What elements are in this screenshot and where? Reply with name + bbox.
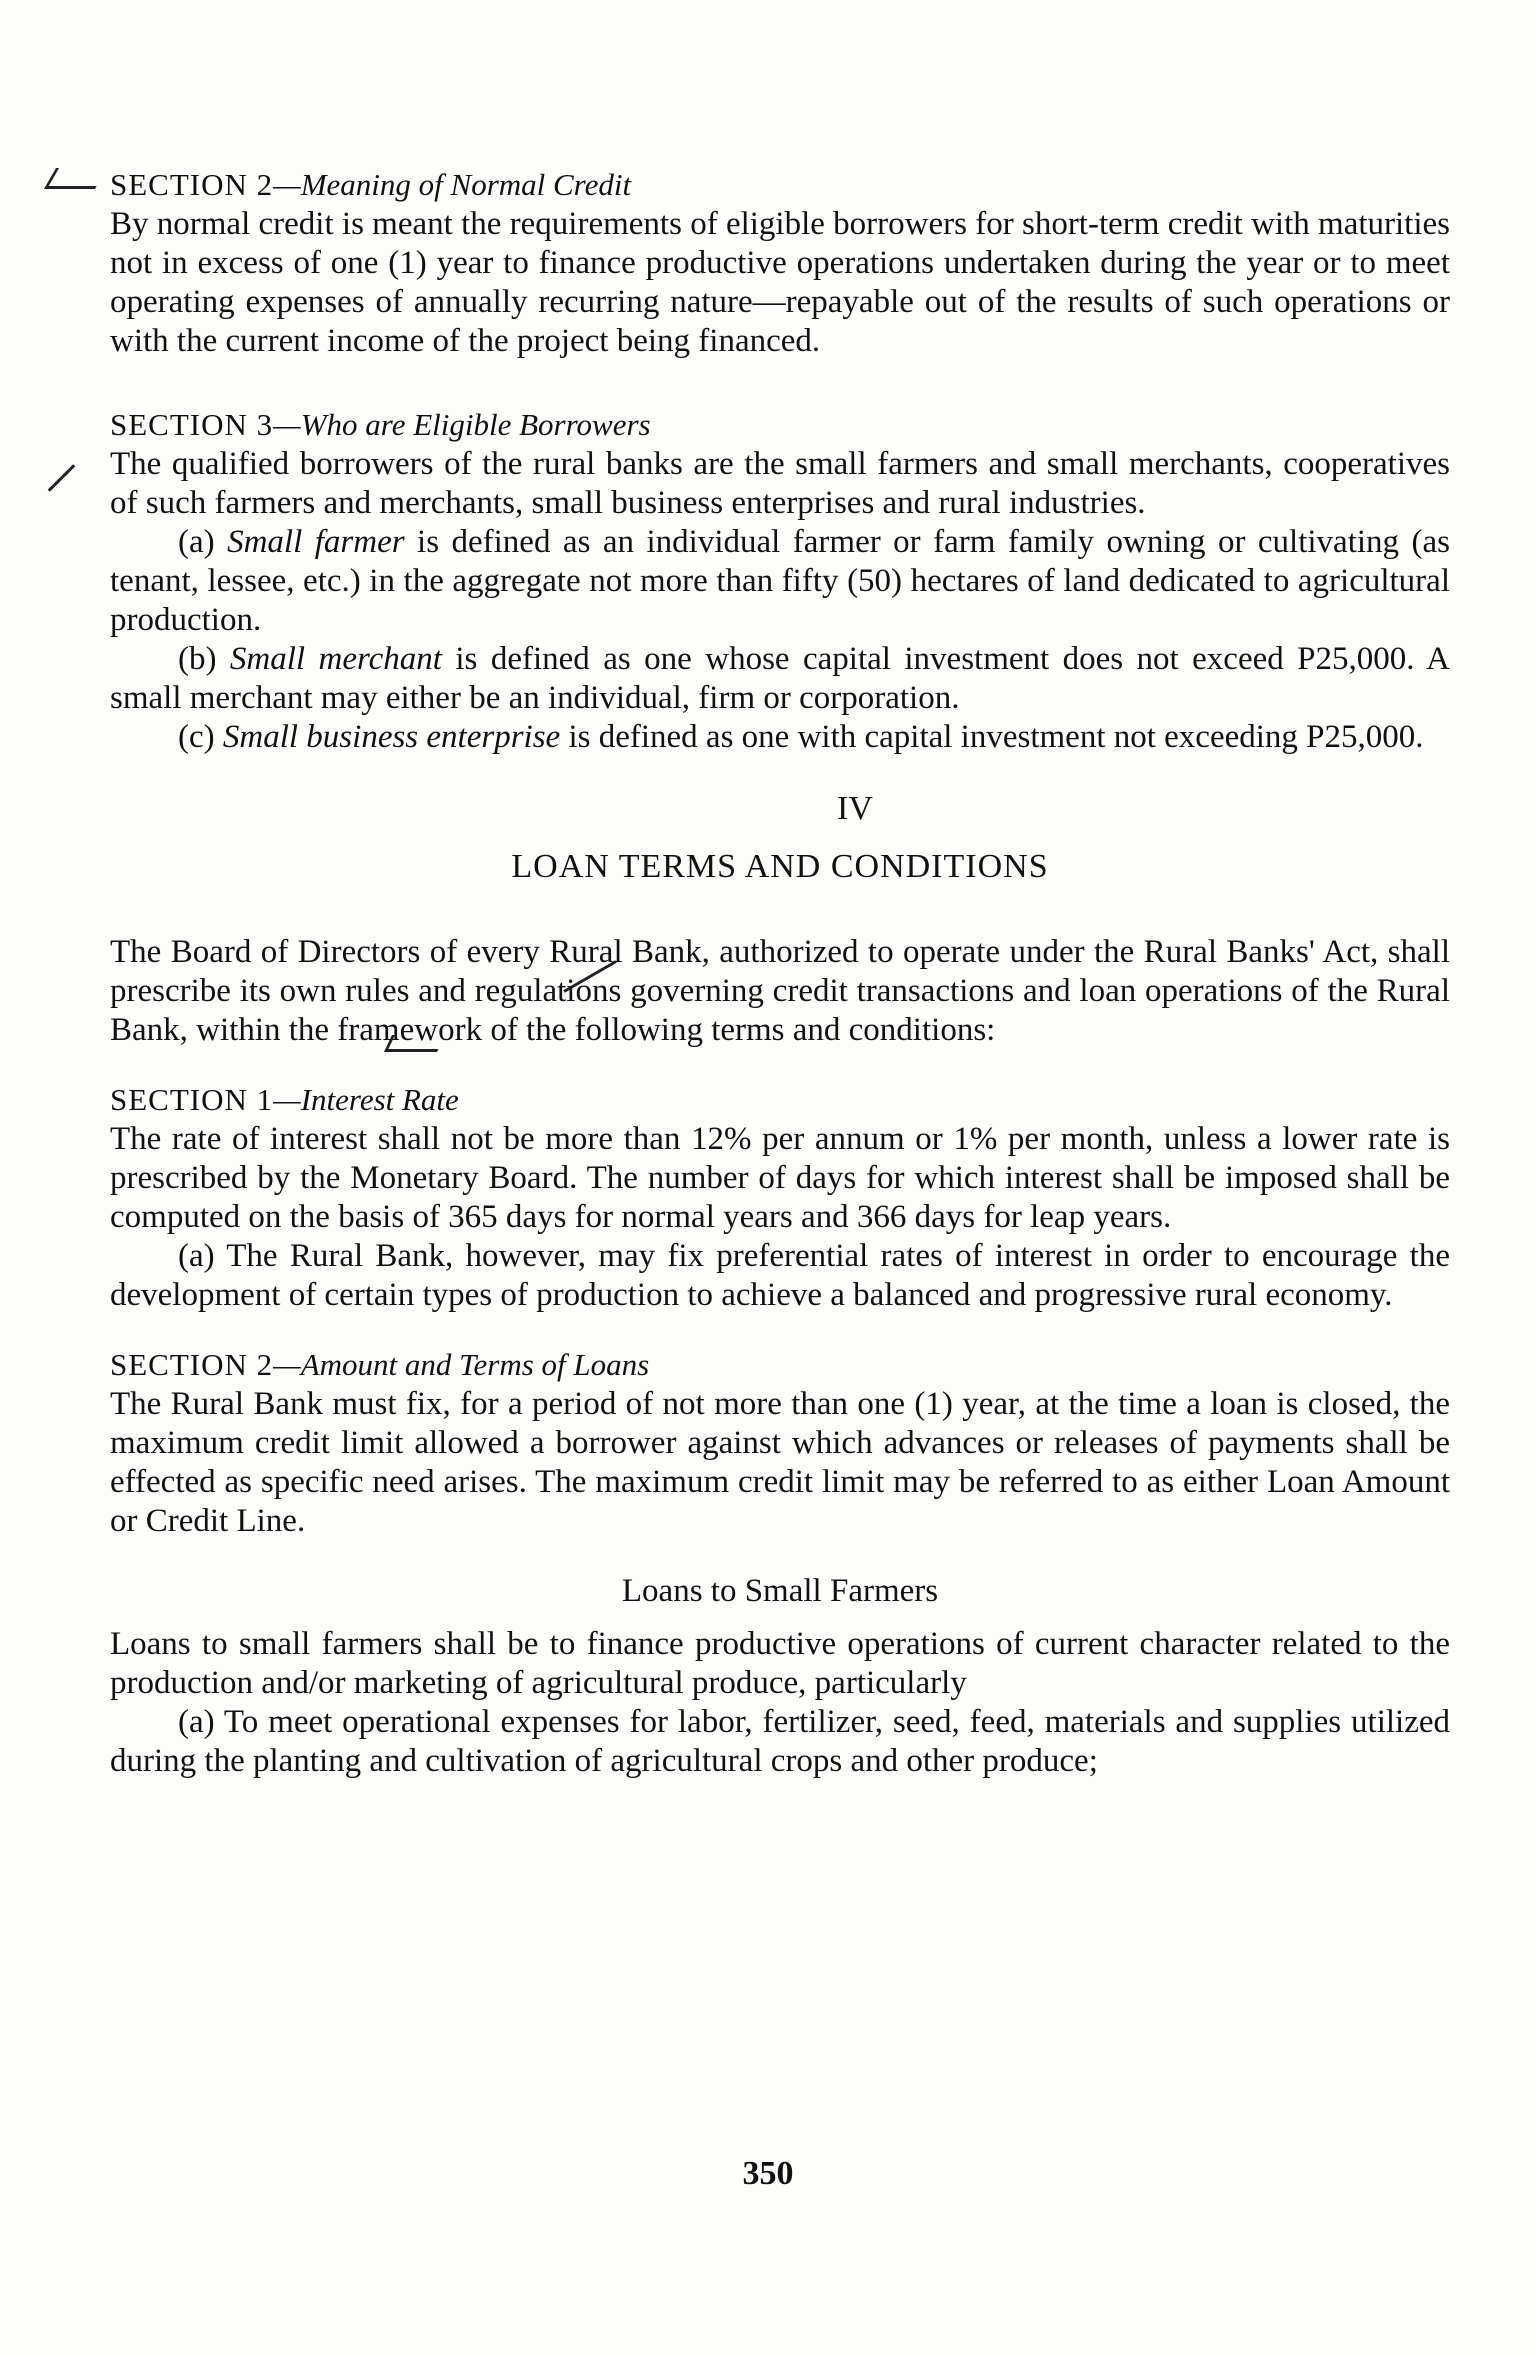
page-number: 350 bbox=[742, 2155, 794, 2192]
definition-item: (c) Small business enterprise is defined as one with capital investment not exceeding P25,000. bbox=[178, 719, 1424, 755]
section-heading bbox=[110, 405, 1450, 445]
paragraph: (a) To meet operational expenses for labor, fertilizer, seed, feed, materials and supplies utilized during the planting and cultivation of agricultural crops and other produce; bbox=[110, 1704, 1450, 1779]
subsection-heading: Loans to Small Farmers bbox=[621, 1573, 939, 1609]
section-label: SECTION 2 bbox=[110, 1347, 274, 1382]
defined-term: Small farmer bbox=[227, 524, 405, 560]
paragraph: (a) The Rural Bank, however, may fix preferential rates of interest in order to encourage the development of certain types of production to achieve a balanced and progressive rural economy. bbox=[110, 1238, 1450, 1313]
section-label: SECTION 3 bbox=[110, 407, 274, 442]
pen-mark bbox=[44, 168, 107, 189]
part-title: LOAN TERMS AND CONDITIONS bbox=[511, 848, 1049, 885]
pen-mark bbox=[48, 464, 76, 492]
section-heading bbox=[110, 1345, 1450, 1385]
paragraph: By normal credit is meant the requirements of eligible borrowers for short-term credit with maturities not in excess of one (1) year to finance productive operations undertaken during the year or to meet operating expenses of annually recurring nature—repayable out of the results of such operations or with the current income of the project being financed. bbox=[110, 206, 1450, 359]
section-label: SECTION 1 bbox=[110, 1082, 274, 1117]
defined-term: Small business enterprise bbox=[222, 719, 561, 755]
paragraph: The Board of Directors of every Rural Bank, authorized to operate under the Rural Banks' Act, shall prescribe its own rules and regulations governing credit transactions and loan operations of the Rural Bank, within the framework of the following terms and conditions: bbox=[110, 934, 1450, 1048]
section-heading bbox=[110, 165, 1450, 205]
paragraph: The qualified borrowers of the rural banks are the small farmers and small merchants, cooperatives of such farmers and merchants, small business enterprises and rural industries. bbox=[110, 446, 1450, 521]
section-title: —Interest Rate bbox=[273, 1082, 459, 1117]
paragraph: The rate of interest shall not be more than 12% per annum or 1% per month, unless a lower rate is prescribed by the Monetary Board. The number of days for which interest shall be imposed shall be computed on the basis of 365 days for normal years and 366 days for leap years. bbox=[110, 1121, 1450, 1235]
section-label: SECTION 2 bbox=[110, 167, 274, 202]
section-title: —Who are Eligible Borrowers bbox=[273, 407, 651, 442]
paragraph: Loans to small farmers shall be to finance productive operations of current character related to the production and/or marketing of agricultural produce, particularly bbox=[110, 1626, 1450, 1701]
section-title: —Meaning of Normal Credit bbox=[273, 167, 632, 202]
definition-item: (a) Small farmer is defined as an individual farmer or farm family owning or cultivating (as tenant, lessee, etc.) in the aggregate not more than fifty (50) hectares of land dedicated to agricultural production. bbox=[110, 524, 1450, 638]
definition-item: (b) Small merchant is defined as one whose capital investment does not exceed P25,000. A small merchant may either be an individual, firm or corporation. bbox=[110, 641, 1450, 716]
page-content bbox=[110, 165, 1450, 1781]
section-title: —Amount and Terms of Loans bbox=[273, 1347, 650, 1382]
defined-term: Small merchant bbox=[229, 641, 442, 677]
paragraph: The Rural Bank must fix, for a period of not more than one (1) year, at the time a loan is closed, the maximum credit limit allowed a borrower against which advances or releases of payments shall be effected as specific need arises. The maximum credit limit may be referred to as either Loan Amount or Credit Line. bbox=[110, 1386, 1450, 1539]
part-number: IV bbox=[837, 790, 873, 827]
section-heading bbox=[110, 1080, 1450, 1120]
